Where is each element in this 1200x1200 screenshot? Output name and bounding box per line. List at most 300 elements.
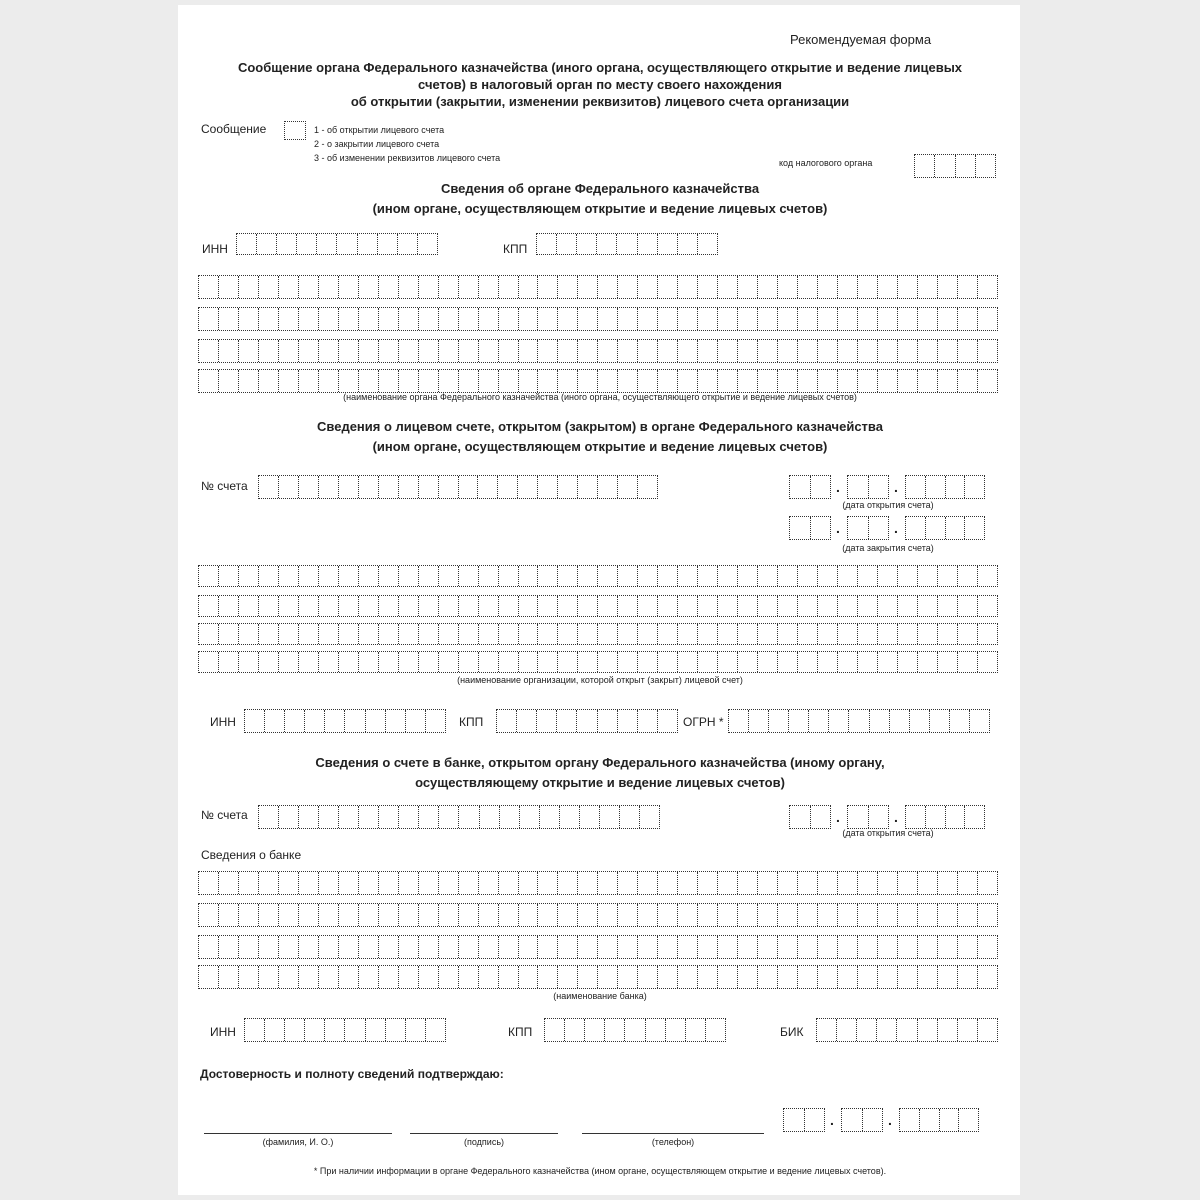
field-cell	[678, 566, 698, 586]
field-cell	[778, 340, 798, 362]
field-cell	[577, 234, 597, 254]
field-cell	[849, 710, 869, 732]
field-cell	[857, 1019, 877, 1041]
field-cell	[279, 276, 299, 298]
field-cell	[858, 872, 878, 894]
field-cell	[419, 276, 439, 298]
name-caption: (фамилия, И. О.)	[262, 1137, 334, 1147]
field-cell	[838, 966, 858, 988]
section2-close-date-year-field[interactable]	[905, 516, 985, 540]
field-cell	[299, 936, 319, 958]
field-cell	[239, 624, 259, 644]
field-cell	[938, 936, 958, 958]
field-cell	[319, 904, 339, 926]
sign-line	[410, 1133, 558, 1134]
field-cell	[658, 340, 678, 362]
section2-close-date-month-field[interactable]	[847, 516, 889, 540]
field-cell	[858, 936, 878, 958]
field-cell	[618, 476, 638, 498]
field-cell	[399, 936, 419, 958]
field-cell	[339, 370, 359, 392]
field-cell	[718, 340, 738, 362]
message-label: Сообщение	[201, 122, 267, 136]
field-cell	[259, 596, 279, 616]
confirm-date-month-field[interactable]	[841, 1108, 883, 1132]
field-cell	[718, 966, 738, 988]
tax-code-label: код налогового органа	[779, 158, 873, 168]
field-cell	[837, 1019, 857, 1041]
field-cell	[319, 566, 339, 586]
field-cell	[738, 308, 758, 330]
field-cell	[398, 234, 418, 254]
field-cell	[938, 966, 958, 988]
section3-bik-field[interactable]	[816, 1018, 998, 1042]
bank-name-row-2[interactable]	[198, 903, 998, 927]
field-cell	[319, 806, 339, 828]
field-cell	[439, 966, 459, 988]
field-cell	[798, 936, 818, 958]
field-cell	[640, 806, 659, 828]
field-cell	[257, 234, 277, 254]
field-cell	[958, 596, 978, 616]
field-cell	[598, 340, 618, 362]
message-option: 3 - об изменении реквизитов лицевого счета	[314, 153, 501, 163]
field-cell	[239, 872, 259, 894]
field-cell	[237, 234, 257, 254]
field-cell	[778, 276, 798, 298]
field-cell	[798, 624, 818, 644]
section1-name-caption: (наименование органа Федерального казначейства (иного органа, осуществляющего открытие и ведение лицевых счетов)	[343, 392, 857, 402]
field-cell	[339, 652, 359, 672]
field-cell	[319, 276, 339, 298]
field-cell	[678, 276, 698, 298]
field-cell	[738, 340, 758, 362]
section2-inn-field[interactable]	[244, 709, 446, 733]
field-cell	[598, 872, 618, 894]
field-cell	[718, 872, 738, 894]
section2-ogrn-field[interactable]	[728, 709, 990, 733]
field-cell	[299, 370, 319, 392]
field-cell	[419, 904, 439, 926]
field-cell	[419, 596, 439, 616]
field-cell	[578, 904, 598, 926]
bank-name-row-4[interactable]	[198, 965, 998, 989]
field-cell	[926, 806, 946, 828]
field-cell	[805, 1109, 825, 1131]
field-cell	[426, 1019, 445, 1041]
field-cell	[259, 806, 279, 828]
field-cell	[818, 904, 838, 926]
field-cell	[478, 476, 498, 498]
field-cell	[978, 340, 997, 362]
field-cell	[778, 566, 798, 586]
field-cell	[299, 806, 319, 828]
field-cell	[426, 710, 445, 732]
field-cell	[718, 596, 738, 616]
field-cell	[678, 966, 698, 988]
field-cell	[366, 710, 386, 732]
field-cell	[838, 872, 858, 894]
field-cell	[858, 566, 878, 586]
section1-inn-field[interactable]	[236, 233, 438, 255]
field-cell	[199, 596, 219, 616]
field-cell	[698, 966, 718, 988]
field-cell	[459, 936, 479, 958]
field-cell	[811, 806, 831, 828]
field-cell	[918, 340, 938, 362]
section3-inn-field[interactable]	[244, 1018, 446, 1042]
field-cell	[558, 370, 578, 392]
field-cell	[459, 624, 479, 644]
field-cell	[738, 904, 758, 926]
field-cell	[678, 234, 698, 254]
field-cell	[580, 806, 600, 828]
field-cell	[578, 308, 598, 330]
bank-name-row-1[interactable]	[198, 871, 998, 895]
field-cell	[557, 710, 577, 732]
section2-close-date-day-field[interactable]	[789, 516, 831, 540]
field-cell	[386, 710, 406, 732]
field-cell	[285, 710, 305, 732]
field-cell	[239, 966, 259, 988]
section2-inn-label: ИНН	[210, 715, 236, 729]
sign-caption: (подпись)	[463, 1137, 505, 1147]
section2-open-date-month-field[interactable]	[847, 475, 889, 499]
section2-title	[200, 417, 1000, 457]
field-cell	[459, 566, 479, 586]
section1-name-row-4[interactable]	[198, 369, 998, 393]
field-cell	[578, 936, 598, 958]
field-cell	[359, 308, 379, 330]
field-cell	[399, 806, 419, 828]
field-cell	[578, 624, 598, 644]
message-code-field[interactable]	[284, 121, 306, 140]
section3-open-date-day-field[interactable]	[789, 805, 831, 829]
field-cell	[838, 936, 858, 958]
bank-name-row-3[interactable]	[198, 935, 998, 959]
field-cell	[578, 566, 598, 586]
field-cell	[299, 476, 319, 498]
section1-name-row-3[interactable]	[198, 339, 998, 363]
field-cell	[519, 652, 539, 672]
field-cell	[658, 936, 678, 958]
field-cell	[678, 340, 698, 362]
form-note: Рекомендуемая форма	[790, 32, 932, 47]
date-separator: .	[894, 479, 898, 495]
field-cell	[848, 476, 869, 498]
field-cell	[678, 872, 698, 894]
field-cell	[638, 652, 658, 672]
field-cell	[738, 652, 758, 672]
field-cell	[259, 966, 279, 988]
field-cell	[319, 966, 339, 988]
field-cell	[798, 652, 818, 672]
field-cell	[517, 710, 537, 732]
section3-open-date-month-field[interactable]	[847, 805, 889, 829]
field-cell	[538, 596, 558, 616]
field-cell	[698, 234, 717, 254]
field-cell	[666, 1019, 686, 1041]
field-cell	[738, 936, 758, 958]
field-cell	[558, 904, 578, 926]
field-cell	[878, 624, 898, 644]
field-cell	[848, 806, 869, 828]
field-cell	[519, 966, 539, 988]
field-cell	[958, 308, 978, 330]
field-cell	[918, 1019, 938, 1041]
field-cell	[938, 596, 958, 616]
section2-name-row-1[interactable]	[198, 565, 998, 587]
footnote: * При наличии информации в органе Федерального казначейства (ином органе, осуществляющем открытие и ведение лицевых счетов).	[313, 1166, 887, 1176]
field-cell	[758, 276, 778, 298]
field-cell	[557, 234, 577, 254]
field-cell	[938, 872, 958, 894]
field-cell	[638, 936, 658, 958]
field-cell	[618, 872, 638, 894]
field-cell	[926, 517, 946, 539]
field-cell	[738, 872, 758, 894]
field-cell	[379, 936, 399, 958]
field-cell	[598, 566, 618, 586]
field-cell	[537, 234, 557, 254]
section2-account-field[interactable]	[258, 475, 658, 499]
section2-close-date-caption: (дата закрытия счета)	[842, 543, 934, 553]
field-cell	[499, 652, 519, 672]
field-cell	[199, 340, 219, 362]
field-cell	[538, 276, 558, 298]
section1-kpp-field[interactable]	[536, 233, 718, 255]
field-cell	[978, 936, 997, 958]
field-cell	[658, 234, 678, 254]
field-cell	[918, 872, 938, 894]
field-cell	[749, 710, 769, 732]
field-cell	[499, 340, 519, 362]
field-cell	[459, 596, 479, 616]
field-cell	[798, 966, 818, 988]
field-cell	[219, 936, 239, 958]
section2-name-row-2[interactable]	[198, 595, 998, 617]
field-cell	[698, 370, 718, 392]
field-cell	[898, 566, 918, 586]
field-cell	[818, 340, 838, 362]
section2-open-date-day-field[interactable]	[789, 475, 831, 499]
field-cell	[239, 308, 259, 330]
field-cell	[538, 308, 558, 330]
field-cell	[878, 566, 898, 586]
section2-open-date-year-field[interactable]	[905, 475, 985, 499]
field-cell	[698, 340, 718, 362]
field-cell	[299, 340, 319, 362]
field-cell	[480, 806, 500, 828]
section2-kpp-label: КПП	[459, 715, 484, 729]
field-cell	[497, 710, 517, 732]
field-cell	[698, 308, 718, 330]
field-cell	[618, 370, 638, 392]
field-cell	[419, 370, 439, 392]
field-cell	[598, 308, 618, 330]
field-cell	[915, 155, 935, 177]
field-cell	[500, 806, 520, 828]
field-cell	[538, 370, 558, 392]
field-cell	[758, 652, 778, 672]
field-cell	[898, 904, 918, 926]
field-cell	[259, 624, 279, 644]
field-cell	[758, 340, 778, 362]
field-cell	[965, 806, 984, 828]
field-cell	[798, 596, 818, 616]
field-cell	[219, 966, 239, 988]
field-cell	[638, 566, 658, 586]
field-cell	[319, 308, 339, 330]
field-cell	[479, 566, 499, 586]
field-cell	[958, 624, 978, 644]
field-cell	[938, 624, 958, 644]
field-cell	[778, 370, 798, 392]
field-cell	[698, 566, 718, 586]
field-cell	[540, 806, 560, 828]
field-cell	[956, 155, 976, 177]
field-cell	[259, 476, 279, 498]
field-cell	[459, 276, 479, 298]
confirm-date-day-field[interactable]	[783, 1108, 825, 1132]
field-cell	[646, 1019, 666, 1041]
field-cell	[898, 936, 918, 958]
section1-name-row-1[interactable]	[198, 275, 998, 299]
field-cell	[399, 370, 419, 392]
field-cell	[758, 566, 778, 586]
field-cell	[638, 370, 658, 392]
field-cell	[698, 596, 718, 616]
field-cell	[698, 276, 718, 298]
field-cell	[738, 596, 758, 616]
field-cell	[339, 308, 359, 330]
field-cell	[906, 806, 926, 828]
field-cell	[818, 566, 838, 586]
field-cell	[499, 308, 519, 330]
field-cell	[259, 936, 279, 958]
field-cell	[439, 596, 459, 616]
field-cell	[706, 1019, 725, 1041]
field-cell	[558, 624, 578, 644]
section3-kpp-field[interactable]	[544, 1018, 726, 1042]
field-cell	[386, 1019, 406, 1041]
field-cell	[399, 596, 419, 616]
field-cell	[718, 276, 738, 298]
field-cell	[638, 234, 658, 254]
section-title-line: Сведения об органе Федерального казначейства	[440, 181, 760, 196]
field-cell	[878, 652, 898, 672]
field-cell	[618, 276, 638, 298]
bank-label: Сведения о банке	[201, 848, 302, 862]
field-cell	[738, 370, 758, 392]
field-cell	[199, 370, 219, 392]
field-cell	[898, 308, 918, 330]
field-cell	[958, 652, 978, 672]
field-cell	[499, 936, 519, 958]
field-cell	[811, 476, 831, 498]
field-cell	[678, 936, 698, 958]
field-cell	[479, 904, 499, 926]
section2-name-row-4[interactable]	[198, 651, 998, 673]
field-cell	[459, 308, 479, 330]
field-cell	[658, 966, 678, 988]
field-cell	[938, 904, 958, 926]
field-cell	[838, 276, 858, 298]
field-cell	[519, 624, 539, 644]
field-cell	[658, 710, 677, 732]
field-cell	[479, 624, 499, 644]
field-cell	[219, 872, 239, 894]
field-cell	[897, 1019, 917, 1041]
form-title	[178, 59, 1020, 110]
field-cell	[918, 966, 938, 988]
field-cell	[838, 596, 858, 616]
section3-account-field[interactable]	[258, 805, 660, 829]
tax-authority-code-field[interactable]	[914, 154, 996, 178]
field-cell	[818, 308, 838, 330]
section2-kpp-field[interactable]	[496, 709, 678, 733]
field-cell	[906, 476, 926, 498]
field-cell	[538, 872, 558, 894]
message-option: 2 - о закрытии лицевого счета	[314, 139, 440, 149]
field-cell	[918, 936, 938, 958]
field-cell	[319, 476, 339, 498]
field-cell	[259, 904, 279, 926]
field-cell	[638, 710, 658, 732]
field-cell	[858, 276, 878, 298]
field-cell	[479, 966, 499, 988]
field-cell	[842, 1109, 863, 1131]
section2-account-label: № счета	[201, 479, 248, 493]
field-cell	[658, 308, 678, 330]
field-cell	[605, 1019, 625, 1041]
field-cell	[259, 370, 279, 392]
field-cell	[790, 806, 811, 828]
field-cell	[259, 872, 279, 894]
field-cell	[798, 872, 818, 894]
field-cell	[829, 710, 849, 732]
field-cell	[359, 370, 379, 392]
field-cell	[598, 276, 618, 298]
field-cell	[479, 872, 499, 894]
field-cell	[359, 566, 379, 586]
confirm-date-year-field[interactable]	[899, 1108, 979, 1132]
field-cell	[379, 966, 399, 988]
field-cell	[339, 476, 359, 498]
section2-name-row-3[interactable]	[198, 623, 998, 645]
field-cell	[399, 904, 419, 926]
field-cell	[598, 596, 618, 616]
section1-name-row-2[interactable]	[198, 307, 998, 331]
field-cell	[239, 936, 259, 958]
section3-open-date-year-field[interactable]	[905, 805, 985, 829]
field-cell	[918, 370, 938, 392]
field-cell	[618, 710, 638, 732]
field-cell	[940, 1109, 960, 1131]
field-cell	[938, 276, 958, 298]
field-cell	[519, 566, 539, 586]
field-cell	[918, 566, 938, 586]
phone-line	[582, 1133, 764, 1134]
field-cell	[259, 308, 279, 330]
field-cell	[978, 276, 997, 298]
field-cell	[958, 966, 978, 988]
field-cell	[305, 1019, 325, 1041]
field-cell	[809, 710, 829, 732]
field-cell	[519, 308, 539, 330]
field-cell	[459, 966, 479, 988]
field-cell	[778, 904, 798, 926]
